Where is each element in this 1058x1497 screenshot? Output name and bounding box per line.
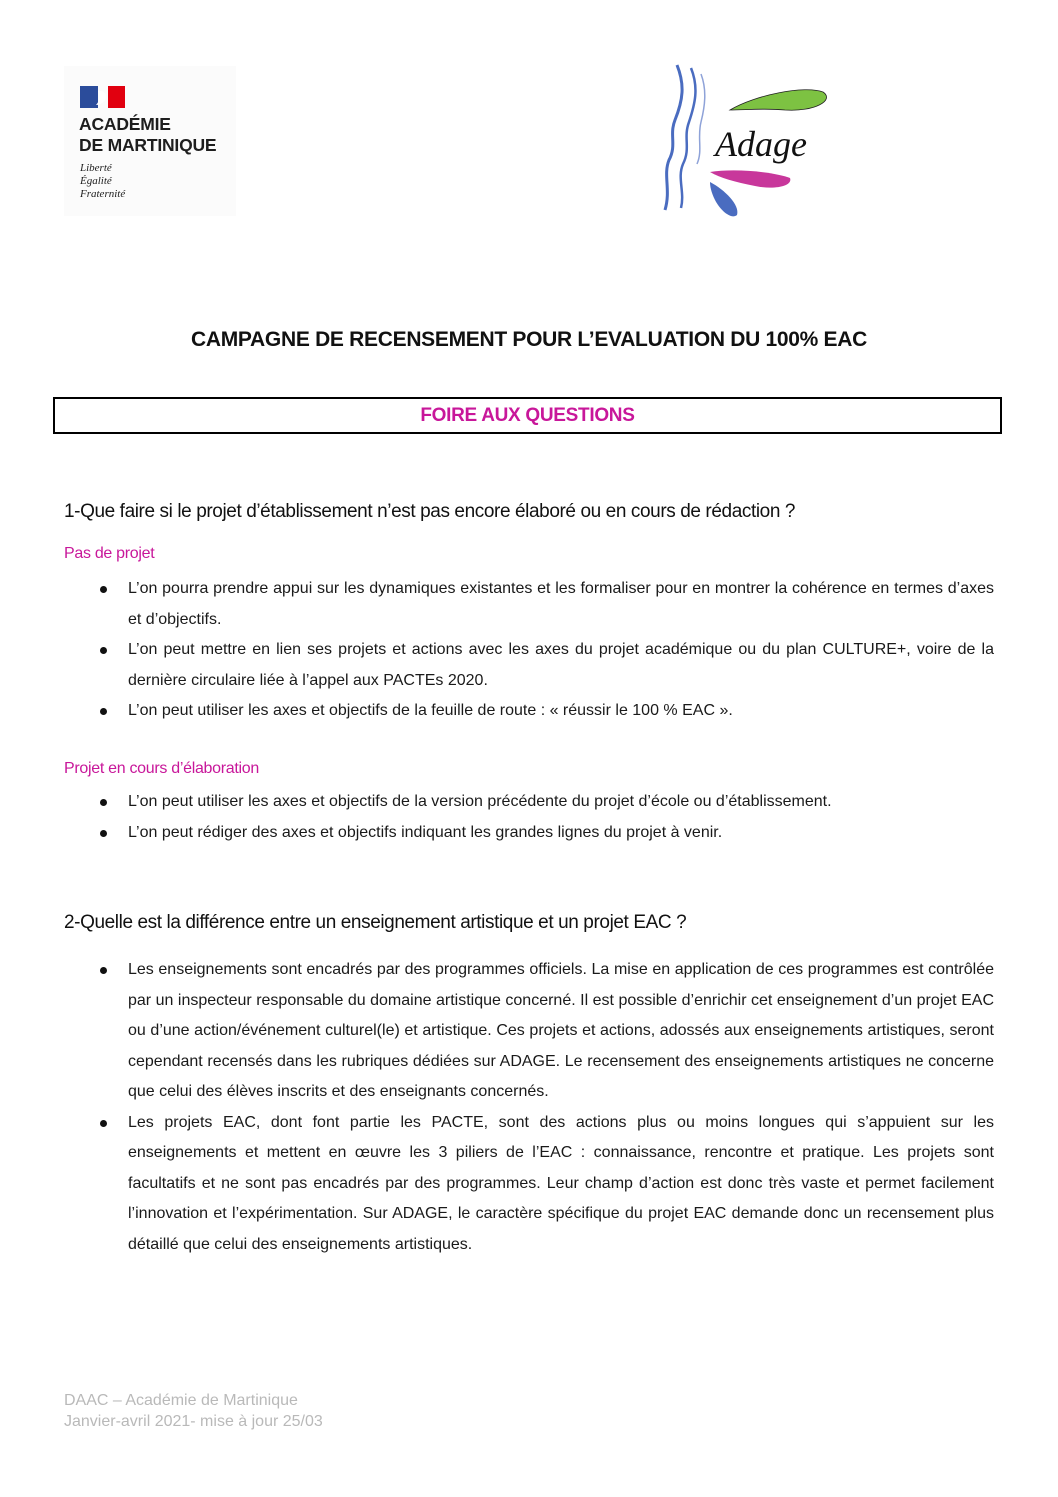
question-1: 1-Que faire si le projet d’établissement n’est pas encore élaboré ou en cours de rédaction ? <box>64 501 796 522</box>
list-item: L’on peut utiliser les axes et objectifs de la version précédente du projet d’école ou d’établissement. <box>96 787 994 818</box>
list-item: Les projets EAC, dont font partie les PACTE, sont des actions plus ou moins longues qui s’appuient sur les enseignements et mettent en œuvre les 3 piliers de l’EAC : connaissance, rencontre et pratique. Les projets sont facultatifs et ne sont pas encadrés par des programmes. Leur champ d’action est donc très vaste et permet facilement l’innovation et l’expérimentation. Sur ADAGE, le caractère spécifique du projet EAC demande donc un recensement plus détaillé que celui des enseignements artistiques. <box>96 1108 994 1261</box>
list-item: Les enseignements sont encadrés par des programmes officiels. La mise en application de ces programmes est contrôlée par un inspecteur responsable du domaine artistique concerné. Il est possible d’enrichir cet enseignement d’un projet EAC ou d’une action/événement culturel(le) et artistique. Ces projets et actions, adossés aux enseignements artistiques, seront cependant recensés dans les rubriques dédiées sur ADAGE. Le recensement des enseignements artistiques ne concerne que celui des élèves inscrits et des enseignants concernés. <box>96 955 994 1108</box>
footer-line-1: DAAC – Académie de Martinique <box>64 1392 298 1409</box>
academie-name: ACADÉMIE DE MARTINIQUE <box>79 114 217 155</box>
marianne-flag-icon <box>80 86 126 108</box>
list-item: L’on pourra prendre appui sur les dynamiques existantes et les formaliser pour en montrer la cohérence en termes d’axes et d’objectifs. <box>96 574 994 635</box>
list-item: L’on peut rédiger des axes et objectifs indiquant les grandes lignes du projet à venir. <box>96 818 994 849</box>
list-item: L’on peut mettre en lien ses projets et actions avec les axes du projet académique ou du plan CULTURE+, voire de la dernière circulaire liée à l’appel aux PACTEs 2020. <box>96 635 994 696</box>
bullet-list-pas-de-projet <box>96 574 994 727</box>
footer-line-2: Janvier-avril 2021- mise à jour 25/03 <box>64 1413 323 1430</box>
footer <box>64 1390 323 1432</box>
adage-logo <box>655 60 845 225</box>
faq-heading: FOIRE AUX QUESTIONS <box>420 405 635 426</box>
bullet-list-question-2 <box>96 955 994 1260</box>
subsection-heading-projet-en-cours: Projet en cours d’élaboration <box>64 760 259 777</box>
faq-heading-box <box>53 397 1002 434</box>
svg-text:Adage: Adage <box>715 124 807 164</box>
question-2: 2-Quelle est la différence entre un enseignement artistique et un projet EAC ? <box>64 912 687 933</box>
page-title: CAMPAGNE DE RECENSEMENT POUR L’EVALUATION DU 100% EAC <box>190 328 867 351</box>
subsection-heading-pas-de-projet: Pas de projet <box>64 545 155 562</box>
academie-martinique-logo <box>64 66 236 216</box>
republic-motto: Liberté Égalité Fraternité <box>80 162 126 200</box>
bullet-list-projet-en-cours <box>96 787 994 848</box>
list-item: L’on peut utiliser les axes et objectifs de la feuille de route : « réussir le 100 % EAC ». <box>96 696 994 727</box>
